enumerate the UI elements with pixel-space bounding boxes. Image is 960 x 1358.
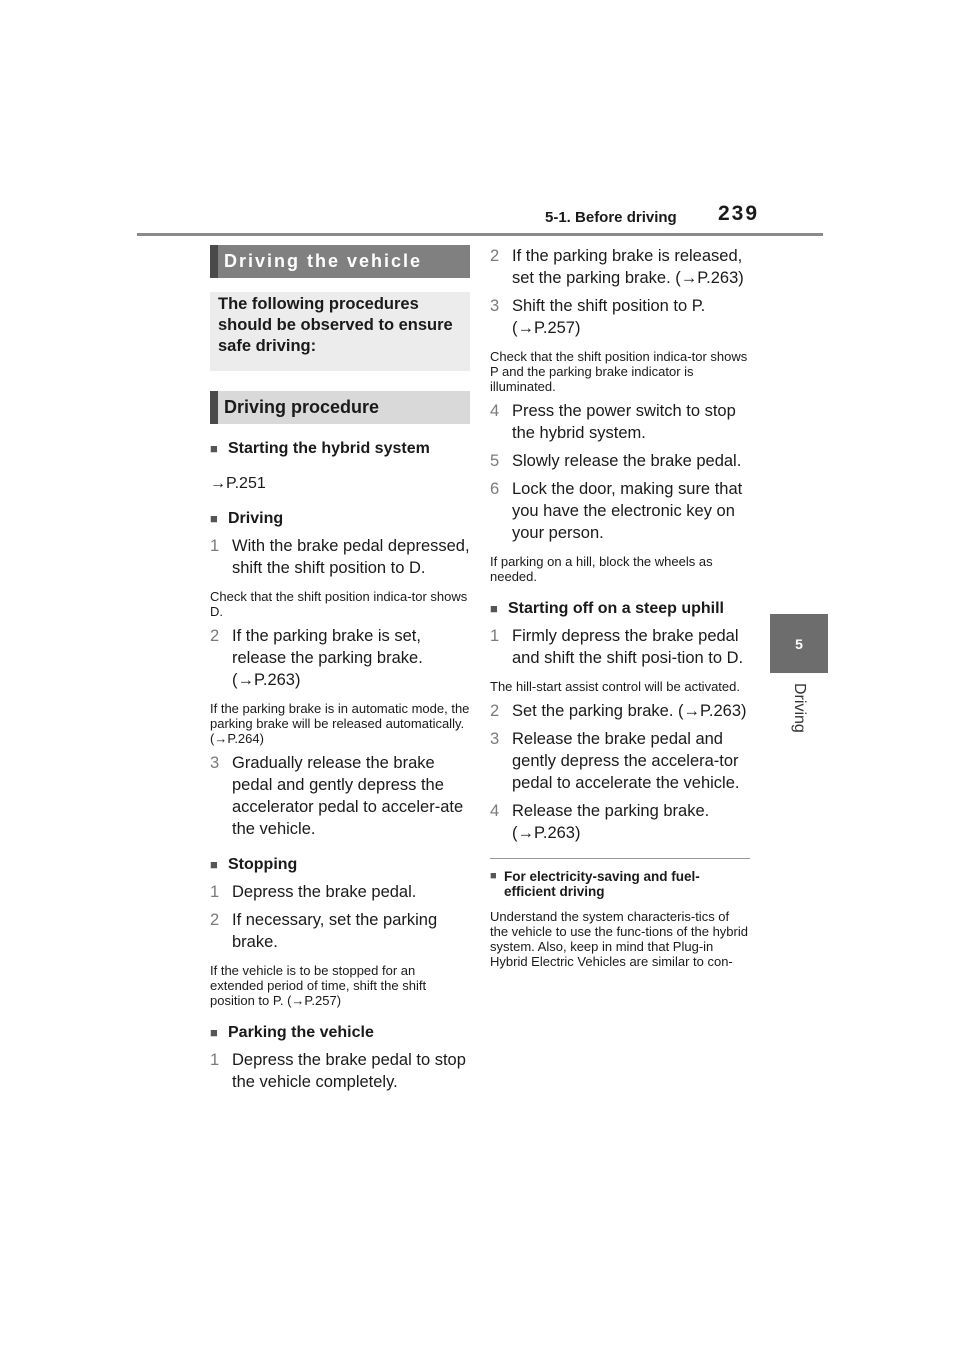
note: If the parking brake is in automatic mode, the parking brake will be released automatically. (→P.264)	[210, 701, 470, 746]
note: The hill-start assist control will be activated.	[490, 679, 740, 694]
chapter-number: 5	[795, 635, 803, 652]
step-text: Shift the shift position to P. (→P.257)	[512, 297, 706, 337]
left-column	[210, 245, 470, 1093]
step-number: 2	[490, 247, 500, 265]
step	[490, 700, 750, 722]
step-number: 6	[490, 480, 500, 498]
step-text: If the parking brake is released, set the parking brake. (→P.263)	[512, 247, 744, 287]
page-number: 239	[718, 202, 760, 225]
intro-box	[210, 292, 470, 371]
uphill-heading: ■ Starting off on a steep uphill	[490, 598, 750, 619]
step-number: 2	[210, 627, 220, 645]
intro-text: The following procedures should be observed to ensure safe driving:	[218, 295, 453, 355]
right-column	[490, 245, 750, 969]
step	[210, 1049, 470, 1093]
step-number: 2	[210, 911, 220, 929]
stopping-heading: ■ Stopping	[210, 854, 470, 875]
header-section-title: 5-1. Before driving	[545, 209, 677, 226]
step-number: 1	[210, 537, 220, 555]
step-number: 4	[490, 402, 500, 420]
step	[490, 800, 750, 844]
step-text: Release the parking brake. (→P.263)	[512, 802, 710, 842]
step-text: Set the parking brake. (→P.263)	[512, 702, 747, 720]
step-text: Release the brake pedal and gently depress the accelera-tor pedal to accelerate the vehicle.	[512, 730, 740, 792]
start-heading: ■ Starting the hybrid system	[210, 438, 470, 459]
header-divider	[137, 233, 823, 236]
step	[210, 881, 470, 903]
step	[490, 728, 750, 794]
step-number: 1	[210, 1051, 220, 1069]
step-text: With the brake pedal depressed, shift the shift position to D.	[232, 537, 470, 577]
section-title: Driving the vehicle	[210, 245, 470, 278]
step-text: Press the power switch to stop the hybrid system.	[512, 402, 736, 442]
step	[490, 625, 750, 669]
step-number: 3	[210, 754, 220, 772]
step-text: Slowly release the brake pedal.	[512, 452, 742, 470]
step	[490, 295, 750, 339]
step-text: Lock the door, making sure that you have the electronic key on your person.	[512, 480, 743, 542]
step-text: If the parking brake is set, release the parking brake. (→P.263)	[232, 627, 423, 689]
step-text: If necessary, set the parking brake.	[232, 911, 438, 951]
note: If the vehicle is to be stopped for an extended period of time, shift the shift position to P. (→P.257)	[210, 963, 427, 1008]
start-ref: →P.251	[210, 475, 266, 492]
note: Check that the shift position indica-tor shows P and the parking brake indicator is illuminated.	[490, 349, 748, 394]
step-number: 1	[490, 627, 500, 645]
eco-text: Understand the system characteris-tics of the vehicle to use the func-tions of the hybrid system. Also, keep in mind that Plug-in Hybrid Electric Vehicles are similar to con-	[490, 909, 748, 969]
step	[210, 909, 470, 953]
step-number: 3	[490, 730, 500, 748]
step	[490, 450, 750, 472]
driving-heading: ■ Driving	[210, 508, 470, 529]
step	[490, 478, 750, 544]
step-text: Depress the brake pedal.	[232, 883, 417, 901]
step-number: 3	[490, 297, 500, 315]
step-number: 4	[490, 802, 500, 820]
chapter-label: Driving	[791, 683, 808, 733]
step-number: 1	[210, 883, 220, 901]
note: If parking on a hill, block the wheels as needed.	[490, 554, 713, 584]
step	[490, 245, 750, 289]
step	[210, 535, 470, 579]
procedure-title: Driving procedure	[210, 391, 470, 424]
step-number: 2	[490, 702, 500, 720]
parking-heading: ■ Parking the vehicle	[210, 1022, 470, 1043]
step-text: Firmly depress the brake pedal and shift the shift posi-tion to D.	[512, 627, 744, 667]
chapter-tab	[770, 614, 828, 673]
section-divider	[490, 858, 750, 859]
step	[210, 625, 470, 691]
step-number: 5	[490, 452, 500, 470]
eco-heading: ■ For electricity-saving and fuel-efficient driving	[490, 869, 750, 899]
note: Check that the shift position indica-tor shows D.	[210, 589, 468, 619]
step-text: Depress the brake pedal to stop the vehicle completely.	[232, 1051, 466, 1091]
step-text: Gradually release the brake pedal and gently depress the accelerator pedal to acceler-ate the vehicle.	[232, 754, 464, 838]
step	[210, 752, 470, 840]
step	[490, 400, 750, 444]
